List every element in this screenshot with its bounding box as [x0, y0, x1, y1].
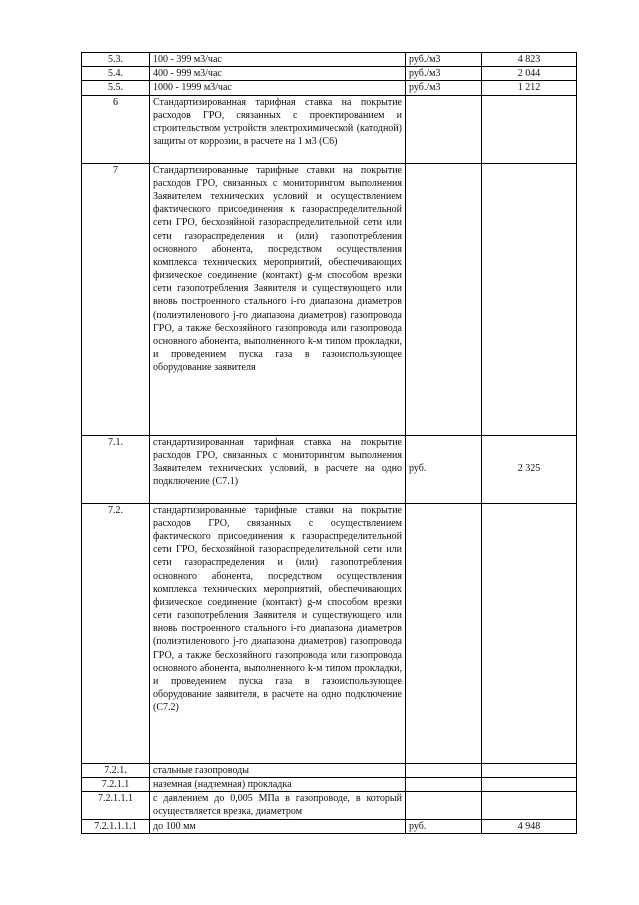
table-row: [82, 791, 577, 819]
row-number: 6: [82, 95, 150, 163]
row-value: 1 212: [482, 81, 577, 95]
row-unit: [406, 791, 482, 819]
row-description: стандартизированные тарифные ставки на покрытие расходов ГРО, связанных с осуществлением фактического присоединения к газораспределительной сети ГРО, бесхозяйной газораспределительной сети или сети газораспределения и (или) газопотребления основного абонента, посредством осуществления комплекса технических мероприятий, обеспечивающих физическое соединение (контакт) g-м способом врезки сети газопотребления Заявителя и существующего или вновь построенного стального i-го диапазона диаметров (полиэтиленового j-го диапазона диаметров) газопровода ГРО, а также бесхозяйного газопровода или газопровода основного абонента, выполненного k-м типом прокладки, и проведением пуска газа в газоиспользующее оборудование заявителя, в расчете на одно подключение (С7.2): [150, 503, 406, 763]
row-description: 100 - 399 м3/час: [150, 53, 406, 67]
row-value: [482, 777, 577, 791]
row-number: 5.5.: [82, 81, 150, 95]
row-unit: [406, 95, 482, 163]
row-number: 7.2.1.1: [82, 777, 150, 791]
row-number: 5.3.: [82, 53, 150, 67]
table-row: [82, 819, 577, 833]
table-row: [82, 777, 577, 791]
tariff-table: [81, 52, 577, 834]
table-row: [82, 163, 577, 435]
table-row: [82, 763, 577, 777]
row-number: 7: [82, 163, 150, 435]
row-value: 4 948: [482, 819, 577, 833]
table-row: [82, 503, 577, 763]
table-row: [82, 53, 577, 67]
table-row: [82, 67, 577, 81]
row-value: 2 044: [482, 67, 577, 81]
row-unit: руб.: [406, 819, 482, 833]
row-number: 7.2.: [82, 503, 150, 763]
row-value: 4 823: [482, 53, 577, 67]
row-number: 5.4.: [82, 67, 150, 81]
row-number: 7.2.1.: [82, 763, 150, 777]
row-value: [482, 95, 577, 163]
row-description: 1000 - 1999 м3/час: [150, 81, 406, 95]
row-unit: руб.: [406, 435, 482, 503]
table-row: [82, 435, 577, 503]
row-number: 7.2.1.1.1: [82, 791, 150, 819]
row-description: стандартизированная тарифная ставка на покрытие расходов ГРО, связанных с мониторингом выполнения Заявителем технических условий, в расчете на одно подключение (С7.1): [150, 435, 406, 503]
row-unit: [406, 777, 482, 791]
row-description: Стандартизированные тарифные ставки на покрытие расходов ГРО, связанных с мониторингом выполнения Заявителем технических условий и осуществлением фактического присоединения к газораспределительной сети ГРО, бесхозяйной газораспределительной сети или сети газораспределения и (или) газопотребления основного абонента, посредством осуществления комплекса технических мероприятий, обеспечивающих физическое соединение (контакт) g-м способом врезки сети газопотребления Заявителя и существующего или вновь построенного стального i-го диапазона диаметров (полиэтиленового j-го диапазона диаметров) газопровода ГРО, а также бесхозяйного газопровода или газопровода основного абонента, выполненного k-м типом прокладки, и проведением пуска газа в газоиспользующее оборудование заявителя: [150, 163, 406, 435]
row-value: [482, 791, 577, 819]
row-value: [482, 763, 577, 777]
row-description: до 100 мм: [150, 819, 406, 833]
row-description: Стандартизированная тарифная ставка на покрытие расходов ГРО, связанных с проектированием и строительством устройств электрохимической (катодной) защиты от коррозии, в расчете на 1 м3 (С6): [150, 95, 406, 163]
row-value: 2 325: [482, 435, 577, 503]
row-value: [482, 503, 577, 763]
row-number: 7.2.1.1.1.1: [82, 819, 150, 833]
row-unit: [406, 503, 482, 763]
table-row: [82, 95, 577, 163]
row-unit: [406, 763, 482, 777]
row-unit: руб./м3: [406, 67, 482, 81]
row-description: наземная (надземная) прокладка: [150, 777, 406, 791]
row-description: стальные газопроводы: [150, 763, 406, 777]
row-description: с давлением до 0,005 МПа в газопроводе, в который осуществляется врезка, диаметром: [150, 791, 406, 819]
row-number: 7.1.: [82, 435, 150, 503]
row-unit: руб./м3: [406, 53, 482, 67]
table-row: [82, 81, 577, 95]
row-value: [482, 163, 577, 435]
row-unit: [406, 163, 482, 435]
row-description: 400 - 999 м3/час: [150, 67, 406, 81]
row-unit: руб./м3: [406, 81, 482, 95]
